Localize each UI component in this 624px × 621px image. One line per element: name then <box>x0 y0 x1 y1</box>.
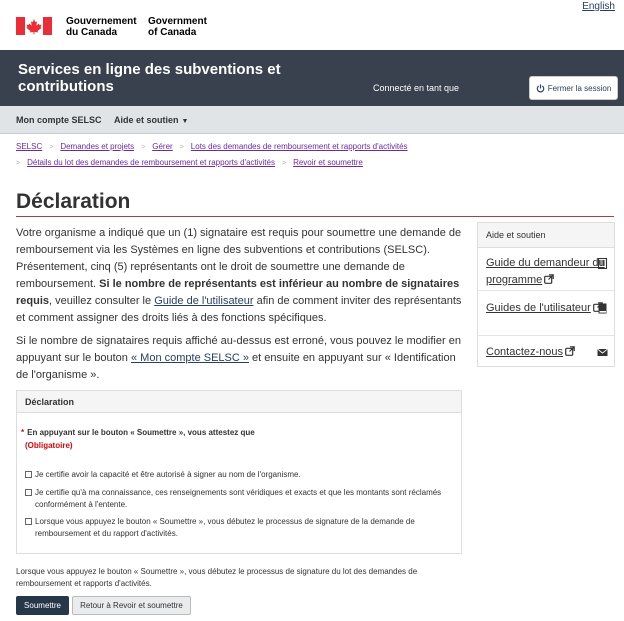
help-item-applicant-guide[interactable] <box>486 255 612 289</box>
checkbox-accuracy[interactable] <box>25 489 32 496</box>
breadcrumb-separator-icon: > <box>281 160 287 167</box>
breadcrumb-separator-icon: > <box>141 144 146 151</box>
gc-signature-fr <box>66 16 137 38</box>
intro-text-1: Votre organisme a indiqué que un (1) signataire est requis pour soumettre une demande de remboursement via les Systèmes en ligne des subventions et contributions (SELSC). Présentement, cinq (5) représentants ont le droit de soumettre une demande de remboursement. <box>16 227 462 290</box>
breadcrumb-item-selsc[interactable]: SELSC <box>16 142 43 151</box>
menu-my-account[interactable]: Mon compte SELSC <box>16 115 102 125</box>
breadcrumb-separator-icon: > <box>49 144 54 151</box>
checkbox-authority[interactable] <box>25 471 32 478</box>
declaration-check-signature[interactable] <box>25 516 453 540</box>
gc-fr-line2: du Canada <box>66 27 118 38</box>
help-divider <box>478 335 614 336</box>
required-label: (Obligatoire) <box>25 441 73 450</box>
book-icon <box>597 303 608 314</box>
checkbox-signature[interactable] <box>25 518 32 525</box>
breadcrumb-item-requests-projects[interactable]: Demandes et projets <box>60 142 135 151</box>
help-item-contact[interactable] <box>486 344 612 361</box>
declaration-question <box>21 427 453 439</box>
intro-bold-text: Si le nombre de représentants est inférieur au nombre de signataires requis <box>16 278 460 307</box>
gc-signature-header <box>0 0 624 50</box>
breadcrumb-item-review-submit[interactable]: Revoir et soumettre <box>293 158 363 167</box>
gc-signature-en <box>148 16 207 38</box>
required-asterisk: * <box>21 428 25 437</box>
my-account-link[interactable]: « Mon compte SELSC » <box>130 352 249 364</box>
help-support-panel <box>477 222 615 367</box>
title-underline <box>16 216 614 217</box>
logout-button[interactable] <box>529 76 618 100</box>
document-icon <box>597 258 608 269</box>
submit-note: Lorsque vous appuyez le bouton « Soumettre », vous débutez le processus de signature du lot des demandes de remboursement et rapports d'activités. <box>16 567 418 588</box>
app-title: Services en ligne des subventions et contributions <box>18 61 281 95</box>
intro-paragraph <box>16 225 466 327</box>
declaration-panel <box>16 390 462 554</box>
gc-fr-line1: Gouvernement <box>66 16 137 27</box>
declaration-question-text: En appuyant sur le bouton « Soumettre », vous attestez que <box>27 428 255 437</box>
connected-as-label: Connecté en tant que <box>373 83 460 93</box>
menu-help-label: Aide et soutien <box>114 115 179 125</box>
check-label-signature: Lorsque vous appuyez le bouton « Soumettre », vous débutez le processus de signature de la demande de remboursement et du rapport d'activités. <box>35 517 415 538</box>
chevron-down-icon: ▼ <box>181 118 189 125</box>
intro-text-2: , veuillez consulter le <box>49 295 155 307</box>
canada-flag-icon <box>16 17 52 35</box>
check-label-accuracy: Je certifie qu'à ma connaissance, ces renseignements sont véridiques et exacts et que les montants sont réclamés conformément à l'entente. <box>35 488 442 509</box>
signatory-text-2: et ensuite en appuyant sur « Identification de l'organisme ». <box>16 352 456 381</box>
submit-button[interactable]: Soumettre <box>16 596 69 615</box>
breadcrumb-separator-icon: > <box>16 160 21 167</box>
signatory-note-paragraph <box>16 333 466 384</box>
user-guide-link[interactable]: Guide de l'utilisateur <box>154 295 254 307</box>
declaration-check-authority[interactable] <box>25 469 453 481</box>
help-divider <box>478 290 614 291</box>
gc-en-line2: of Canada <box>148 27 197 38</box>
breadcrumb-item-batch-details[interactable]: Détails du lot des demandes de remboursement et rapports d'activités <box>27 158 275 167</box>
help-panel-heading: Aide et soutien <box>478 223 614 248</box>
applicant-guide-link[interactable]: Guide du demandeur du programme <box>486 257 605 286</box>
app-banner <box>0 50 624 106</box>
logout-label: Fermer la session <box>547 83 612 93</box>
breadcrumb-item-manage[interactable]: Gérer <box>152 142 173 151</box>
signatory-text-1: Si le nombre de signataires requis affiché au-dessus est erroné, vous pouvez le modifier en appuyant sur le bouton <box>16 335 461 364</box>
declaration-check-accuracy[interactable] <box>25 487 453 511</box>
breadcrumb <box>16 139 616 171</box>
help-item-user-guides[interactable] <box>486 300 612 317</box>
breadcrumb-item-batches[interactable]: Lots des demandes de remboursement et rapports d'activités <box>190 142 408 151</box>
page-title: Déclaration <box>16 190 131 213</box>
envelope-icon <box>597 347 608 358</box>
gc-en-line1: Government <box>148 16 207 27</box>
declaration-panel-body <box>17 413 461 540</box>
back-to-review-button[interactable]: Retour à Revoir et soumettre <box>72 596 191 615</box>
contact-us-link[interactable]: Contactez-nous <box>486 346 564 358</box>
intro-text-3: afin de comment inviter des représentants et comment assigner des droits liés à des fonctions spécifiques. <box>16 295 462 324</box>
breadcrumb-separator-icon: > <box>179 144 184 151</box>
declaration-panel-heading: Déclaration <box>17 391 461 413</box>
external-link-icon <box>565 346 575 356</box>
external-link-icon <box>544 274 554 284</box>
user-guides-link[interactable]: Guides de l'utilisateur <box>486 302 591 314</box>
check-label-authority: Je certifie avoir la capacité et être autorisé à signer au nom de l'organisme. <box>35 470 301 479</box>
language-toggle-link[interactable]: English <box>582 1 615 12</box>
menu-help-support[interactable] <box>106 106 196 134</box>
main-menu-bar <box>0 106 624 134</box>
power-icon <box>536 84 545 93</box>
